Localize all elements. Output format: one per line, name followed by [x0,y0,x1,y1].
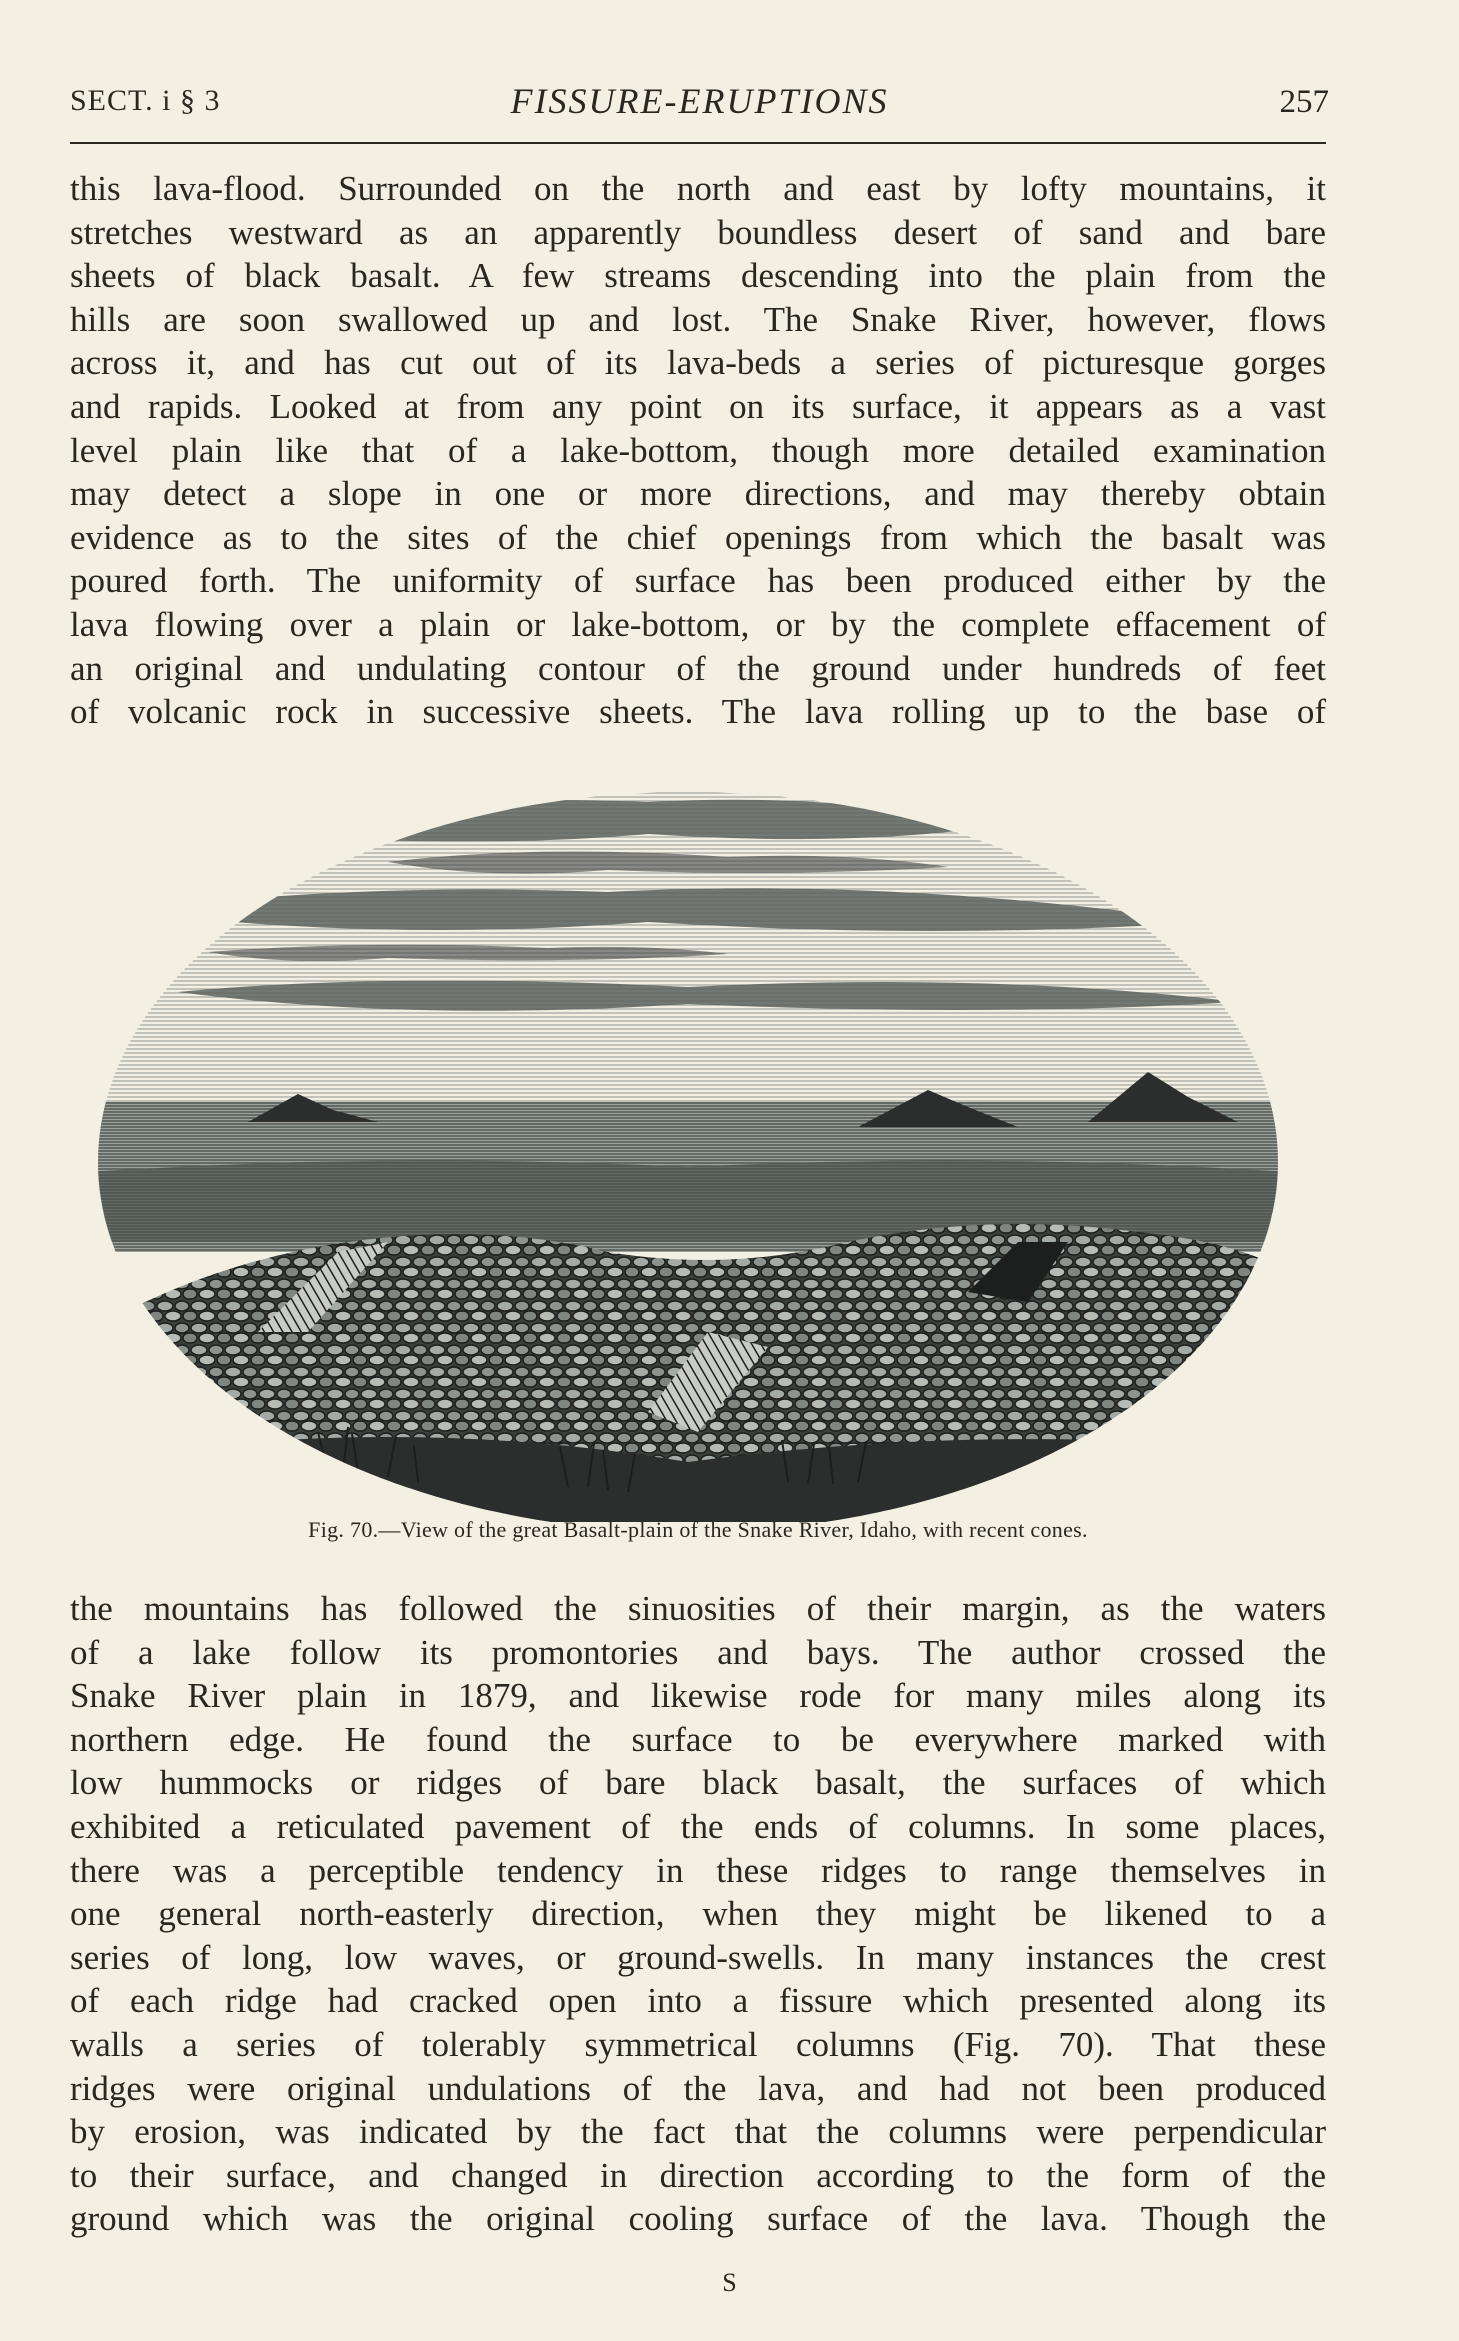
text-line: one general north-easterly direction, when they might be likened to a [70,1894,1326,1934]
text-line: stretches westward as an apparently boundless desert of sand and bare [70,212,1326,252]
text-line: poured forth. The uniformity of surface has been produced either by the [70,561,1326,601]
text-line: to their surface, and changed in direction according to the form of the [70,2155,1326,2195]
text-line: northern edge. He found the surface to be everywhere marked with [70,1719,1326,1759]
paragraph-top [70,167,1326,734]
text-line: series of long, low waves, or ground-swells. In many instances the crest [70,1937,1326,1977]
header-rule [70,142,1326,144]
section-reference: SECT. i § 3 [70,84,221,117]
text-line: hills are soon swallowed up and lost. The Snake River, however, flows [70,299,1326,339]
figure-engraving [88,772,1288,1522]
text-line: an original and undulating contour of the ground under hundreds of feet [70,648,1326,688]
text-line: may detect a slope in one or more directions, and may thereby obtain [70,474,1326,514]
text-line: the mountains has followed the sinuosities of their margin, as the waters [70,1589,1326,1628]
text-line: evidence as to the sites of the chief openings from which the basalt was [70,517,1326,557]
text-line: lava flowing over a plain or lake-bottom, or by the complete effacement of [70,604,1326,644]
running-header [70,78,1329,124]
text-line: of a lake follow its promontories and bays. The author crossed the [70,1632,1326,1672]
running-title: FISSURE-ERUPTIONS [510,81,889,121]
signature-mark: S [722,2268,737,2297]
figure-caption: Fig. 70.—View of the great Basalt-plain of the Snake River, Idaho, with recent cones. [308,1517,1088,1542]
text-line: walls a series of tolerably symmetrical columns (Fig. 70). That these [70,2024,1326,2064]
text-line: of volcanic rock in successive sheets. The lava rolling up to the base of [70,692,1326,732]
text-line: this lava-flood. Surrounded on the north and east by lofty mountains, it [70,169,1326,208]
text-line: exhibited a reticulated pavement of the ends of columns. In some places, [70,1806,1326,1846]
text-line: across it, and has cut out of its lava-beds a series of picturesque gorges [70,343,1326,383]
text-line: ridges were original undulations of the lava, and had not been produced [70,2068,1326,2108]
page-number: 257 [1279,84,1329,120]
text-line: low hummocks or ridges of bare black basalt, the surfaces of which [70,1763,1326,1803]
basalt-plain-illustration [88,772,1288,1522]
text-line: sheets of black basalt. A few streams descending into the plain from the [70,256,1326,296]
text-line: of each ridge had cracked open into a fissure which presented along its [70,1981,1326,2021]
text-line: level plain like that of a lake-bottom, though more detailed examination [70,430,1326,470]
text-line: and rapids. Looked at from any point on its surface, it appears as a vast [70,386,1326,426]
paragraph-bottom [70,1587,1326,2241]
text-line: Snake River plain in 1879, and likewise rode for many miles along its [70,1676,1326,1716]
text-line: ground which was the original cooling surface of the lava. Though the [70,2199,1326,2239]
text-line: there was a perceptible tendency in these ridges to range themselves in [70,1850,1326,1890]
text-line: by erosion, was indicated by the fact that the columns were perpendicular [70,2112,1326,2152]
